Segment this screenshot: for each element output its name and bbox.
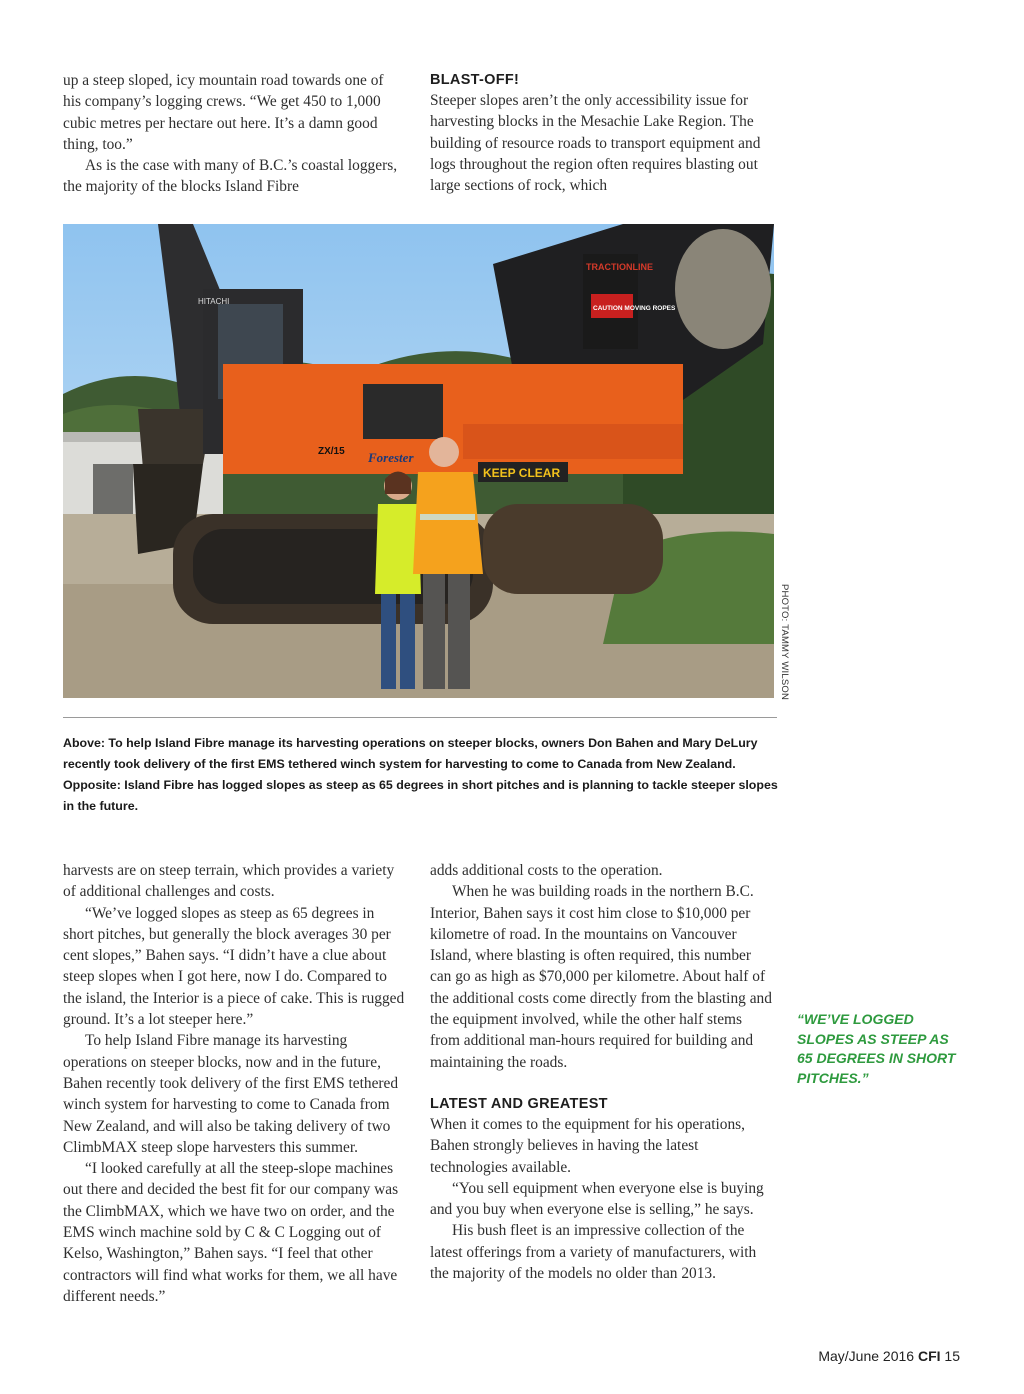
paragraph: As is the case with many of B.C.’s coastal loggers, the majority of the blocks Island Fibre <box>63 157 398 196</box>
bottom-right-column <box>430 860 775 1284</box>
paragraph: harvests are on steep terrain, which provides a variety of additional challenges and costs. <box>63 862 395 901</box>
tractionline-label: TRACTIONLINE <box>586 262 653 272</box>
paragraph: His bush fleet is an impressive collection of the latest offerings from a variety of manufacturers, with the majority of the models no older than 2013. <box>430 1222 757 1283</box>
paragraph: When it comes to the equipment for his operations, Bahen strongly believes in having the latest technologies available. <box>430 1115 746 1176</box>
paragraph: adds additional costs to the operation. <box>430 862 663 879</box>
issue-date: May/June 2016 <box>818 1348 915 1364</box>
paragraph: up a steep sloped, icy mountain road towards one of his company’s logging crews. “We get 450 to 1,000 cubic metres per hectare out here. It’s a damn good thing, too.” <box>63 72 384 153</box>
paragraph: Steeper slopes aren’t the only accessibility issue for harvesting blocks in the Mesachie Lake Region. The building of resource roads to transport equipment and logs throughout the region often requires blasting out large sections of rock, which <box>430 92 761 195</box>
pull-quote: “WE’VE LOGGED SLOPES AS STEEP AS 65 DEGREES IN SHORT PITCHES.” <box>797 1011 956 1086</box>
keep-clear-label: KEEP CLEAR <box>483 466 561 480</box>
photo-caption <box>63 733 778 817</box>
caption-above: Above: To help Island Fibre manage its harvesting operations on steeper blocks, owners Don Bahen and Mary DeLury recently took delivery of the first EMS tethered winch system for harvesting to come to Canada from New Zealand. <box>63 736 758 771</box>
section-heading-blast-off: BLAST-OFF! <box>430 72 520 88</box>
model-label: ZX/15 <box>318 446 345 457</box>
page-folio <box>818 1348 960 1364</box>
caution-label: CAUTION MOVING ROPES <box>593 305 676 312</box>
magazine-name: CFI <box>917 1348 941 1364</box>
brand-label: Forester <box>368 450 414 465</box>
page-number: 15 <box>944 1348 960 1364</box>
photo-harvester-with-owners <box>63 224 774 698</box>
bottom-left-column <box>63 860 408 1307</box>
hitachi-label: HITACHI <box>198 297 230 306</box>
paragraph: When he was building roads in the northern B.C. Interior, Bahen says it cost him close to $10,000 per kilometre of road. In the mountains on Vancouver Island, where blasting is often required, this number can go as high as $70,000 per kilometre. About half of the additional costs come directly from the blasting and the equipment involved, while the other half stems from additional man-hours required for building and maintaining the roads. <box>430 883 772 1071</box>
top-left-column <box>63 70 398 198</box>
caption-opposite: Opposite: Island Fibre has logged slopes as steep as 65 degrees in short pitches and is planning to tackle steeper slopes in the future. <box>63 778 778 813</box>
paragraph: “I looked carefully at all the steep-slope machines out there and decided the best fit for our company was the ClimbMAX, which we have two on order, and the EMS winch machine sold by C & C Logging out of Kelso, Washington,” Bahen says. “I feel that other contractors will find what works for them, we all have different needs.” <box>63 1160 399 1305</box>
paragraph: To help Island Fibre manage its harvesting operations on steeper blocks, now and in the future, Bahen recently took delivery of the first EMS tethered winch system for harvesting to come to Canada from New Zealand, and will also be taking delivery of two ClimbMAX steep slope harvesters this summer. <box>63 1032 399 1156</box>
caption-divider <box>63 717 777 718</box>
top-right-column <box>430 70 775 196</box>
photo-credit: PHOTO: TAMMY WILSON <box>779 584 790 701</box>
paragraph: “We’ve logged slopes as steep as 65 degrees in short pitches, but generally the block averages 30 per cent slopes,” Bahen says. “I didn’t have a clue about steep slopes when I got here, now I do. Compared to the island, the Interior is a piece of cake. This is rugged ground. It’s a lot steeper here.” <box>63 904 405 1029</box>
section-heading-latest-and-greatest: LATEST AND GREATEST <box>430 1095 608 1112</box>
paragraph: “You sell equipment when everyone else is buying and you buy when everyone else is selling,” he says. <box>430 1179 764 1219</box>
